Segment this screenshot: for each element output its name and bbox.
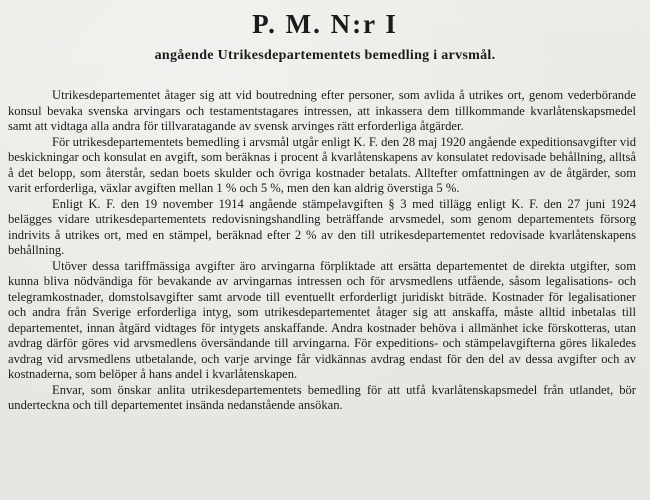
paragraph-expenses: Utöver dessa tariffmässiga avgifter äro arvingarna förpliktade att ersätta departementet de direkta utgifter, som kunna bliva nödvändiga för bevakande av arvingarnas intressen och för arvsmedlens utfående, såsom legalisations- och telegramkostnader, domstolsavgifter samt arvode till eventuellt erforderligt juridiskt biträde. Kostnader för legalisationer och andra från Sverige erforderliga intyg, som utrikesdepartementet åtager sig att anskaffa, måste alltid inbetalas till departementet, innan åtgärd vidtages för intygets anskaffande. Andra kostnader behöva i allmänhet icke förskotteras, utan avdrag därför göres vid arvsmedlens översändande till arvingarna. För expeditions- och stämpelavgifterna göres likaledes avdrag vid arvsmedlens utbetalande, och varje arvinge får vidkännas avdrag endast för den del av dessa avgifter och av kostnaderna, som belöper å hans andel i kvarlåtenskapen. [8,258,636,381]
paragraph-application: Envar, som önskar anlita utrikesdepartementets bemedling för att utfå kvarlåtenskapsmedel från utlandet, bör underteckna och till departementet insända nedanstående ansökan. [8,382,636,412]
paragraph-stamp-duty: Enligt K. F. den 19 november 1914 angående stämpelavgiften § 3 med tillägg enligt K. F. den 27 juni 1924 belägges vidare utrikesdepartementets redovisningshandling beträffande arvsmedel, som genom departementets försorg indrivits å utrikes ort, med en stämpel, beräknad efter 2 % av den till utrikesdepartementet redovisade kvarlåtenskapens behållning. [8,196,636,257]
document-title: P. M. N:r I [252,9,398,39]
document-subtitle: angående Utrikesdepartementets bemedling i arvsmål. [154,48,496,63]
paragraph-intro: Utrikesdepartementet åtager sig att vid boutredning efter personer, som avlida å utrikes ort, genom vederbörande konsul bevaka svenska arvingars och testamentstagares intressen, att inkassera dem tillkommande kvarlåtenskapsmedel samt att vidtaga alla andra för tillvaratagande av svensk arvinges rätt erforderliga åtgärder. [8,88,636,133]
paragraph-fees: För utrikesdepartementets bemedling i arvsmål utgår enligt K. F. den 28 maj 1920 angående expeditionsavgifter vid beskickningar och konsulat en avgift, som beräknas i procent å kvarlåtenskapens av konsulatet redovisade behållning, alltså å det belopp, som återstår, sedan boets skulder och övriga kostnader betalats. Alltefter omfattningen av de åtgärder, som varit erforderliga, växlar avgiften mellan 1 % och 5 %, men den kan aldrig överstiga 5 %. [8,134,636,195]
document-body [8,88,636,414]
